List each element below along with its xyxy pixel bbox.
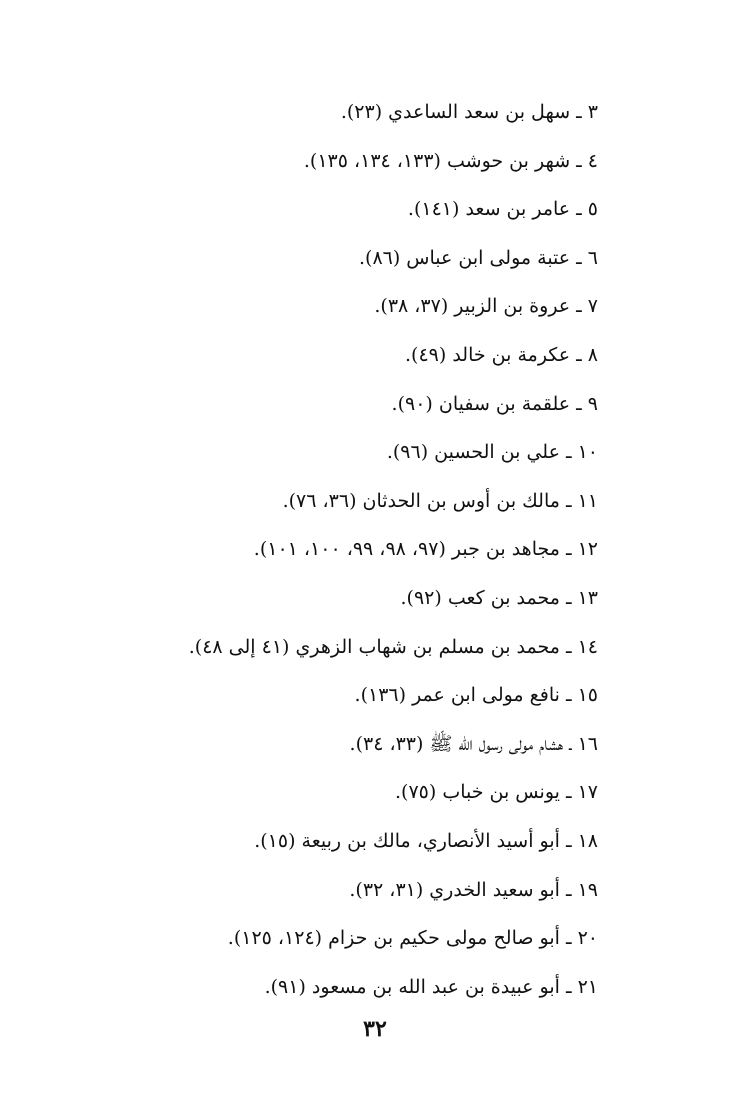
list-item: ٥ ـ عامر بن سعد (١٤١). [407, 198, 598, 221]
list-item: ١٤ ـ محمد بن مسلم بن شهاب الزهري (٤١ إلى ٤٨). [188, 635, 598, 658]
list-item: ٦ ـ عتبة مولى ابن عباس (٨٦). [358, 246, 598, 269]
list-item: ٢٠ ـ أبو صالح مولى حكيم بن حزام (١٢٤، ١٢٥). [227, 927, 598, 950]
list-item: ١١ ـ مالك بن أوس بن الحدثان (٣٦، ٧٦). [282, 489, 598, 512]
list-item: ١٩ ـ أبو سعيد الخدري (٣١، ٣٢). [349, 878, 598, 901]
list-item: ١٧ ـ يونس بن خباب (٧٥). [395, 781, 598, 804]
list-item: ١٣ ـ محمد بن كعب (٩٢). [400, 586, 598, 609]
list-item: ٢١ ـ أبو عبيدة بن عبد الله بن مسعود (٩١). [264, 975, 598, 998]
list-item: ١٢ ـ مجاهد بن جبر (٩٧، ٩٨، ٩٩، ١٠٠، ١٠١). [253, 538, 598, 561]
page-number: ٣٢ [363, 1016, 387, 1042]
list-item: ١٦ ـ هشام مولى رسول الله ﷺ (٣٣، ٣٤). [349, 732, 598, 755]
list-item: ٣ ـ سهل بن سعد الساعدي (٢٣). [340, 101, 598, 123]
list-item: ١٥ ـ نافع مولى ابن عمر (١٣٦). [354, 684, 598, 707]
list-item: ٨ ـ عكرمة بن خالد (٤٩). [405, 343, 598, 366]
narrator-list [38, 92, 598, 1015]
list-item: ٤ ـ شهر بن حوشب (١٣٣، ١٣٤، ١٣٥). [303, 149, 598, 172]
list-item: ١٨ ـ أبو أسيد الأنصاري، مالك بن ربيعة (١٥). [254, 829, 598, 852]
list-item: ٧ ـ عروة بن الزبير (٣٧، ٣٨). [374, 295, 598, 318]
list-item: ١٠ ـ علي بن الحسين (٩٦). [386, 441, 598, 464]
list-item: ٩ ـ علقمة بن سفيان (٩٠). [391, 392, 598, 415]
